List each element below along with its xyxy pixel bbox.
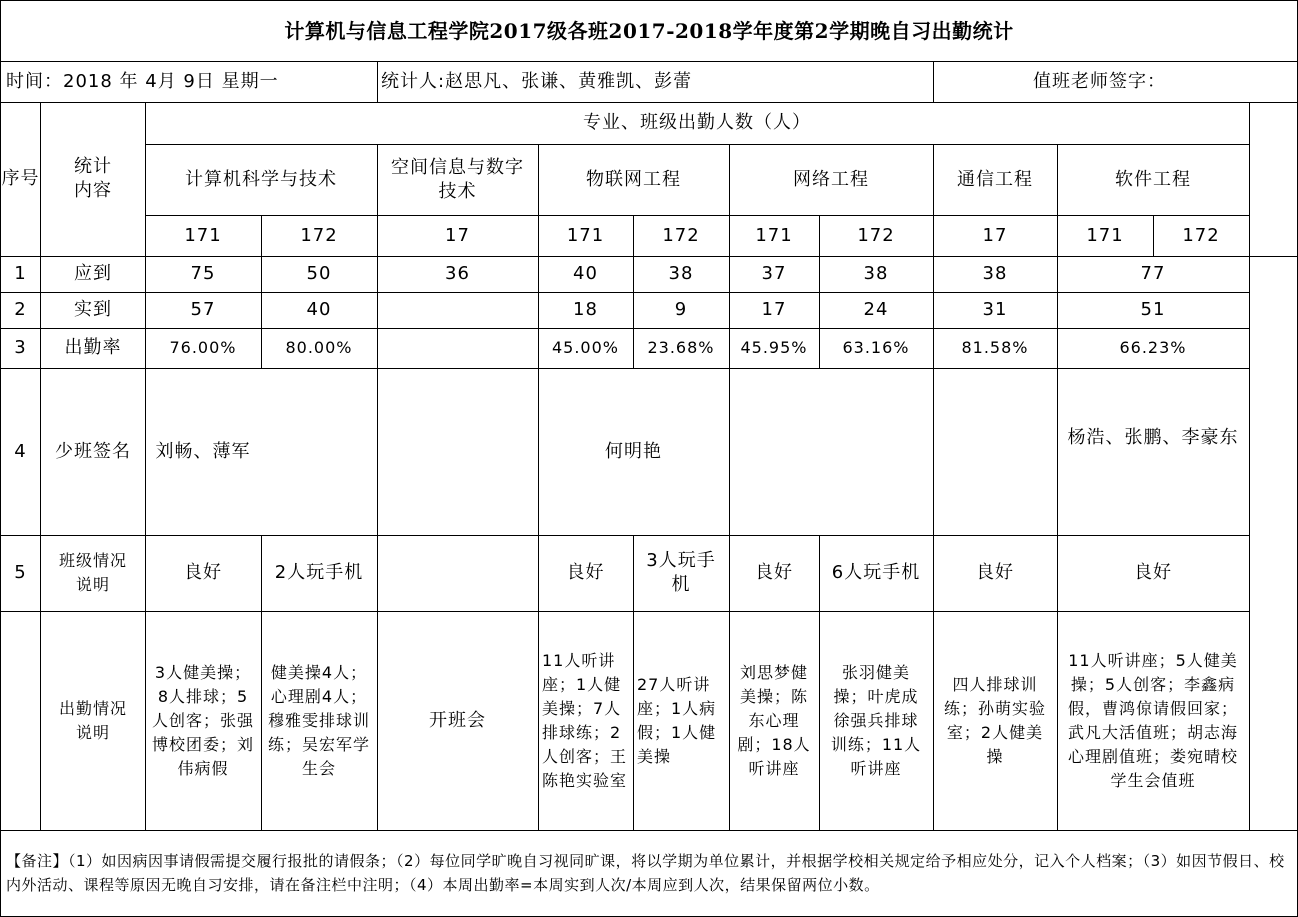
attendance-note: 刘思梦健美操；陈东心理剧；18人听讲座 xyxy=(737,662,811,778)
should-value: 40 xyxy=(573,263,598,284)
attendance-note: 11人听讲座；1人健美操；7人排球练；2人创客；王陈艳实验室 xyxy=(542,650,628,790)
header-index: 序号 xyxy=(1,168,40,189)
counters: 统计人:赵思凡、张谦、黄雅凯、彭蕾 xyxy=(381,70,693,92)
situation-value: 3人玩手机 xyxy=(646,550,716,595)
absent-iot: 何明艳 xyxy=(605,440,662,462)
row-index: 2 xyxy=(14,299,27,320)
should-value: 38 xyxy=(863,263,889,284)
situation-value: 良好 xyxy=(976,562,1014,583)
row-index: 5 xyxy=(14,562,27,583)
major-network: 网络工程 xyxy=(793,168,869,190)
actual-value: 18 xyxy=(573,299,598,320)
line xyxy=(377,61,378,102)
should-value: 37 xyxy=(761,263,787,284)
class-label: 171 xyxy=(184,224,222,246)
should-value: 38 xyxy=(668,263,694,284)
situation-value: 良好 xyxy=(1134,562,1172,583)
report-date: 时间：2018 年 4月 9日 星期一 xyxy=(6,70,279,92)
class-label: 17 xyxy=(982,224,1008,246)
major-spatial: 空间信息与数字技术 xyxy=(391,156,524,202)
major-cs: 计算机科学与技术 xyxy=(185,168,337,190)
situation-value: 良好 xyxy=(184,562,222,583)
actual-value: 40 xyxy=(306,299,332,320)
header-content: 统计 内容 xyxy=(74,156,112,201)
major-se: 软件工程 xyxy=(1115,168,1191,190)
attendance-note: 张羽健美操；叶虎成徐强兵排球训练；11人听讲座 xyxy=(830,662,922,778)
absent-se: 杨浩、张鹏、李豪东 xyxy=(1067,427,1239,448)
should-value: 36 xyxy=(445,263,470,284)
attendance-note: 四人排球训练；孙萌实验室；2人健美操 xyxy=(943,674,1046,766)
absent-cs: 刘畅、薄军 xyxy=(155,440,251,462)
situation-value xyxy=(377,535,538,611)
row-label-attendance: 出勤情况说明 xyxy=(58,698,127,742)
situation-value: 6人玩手机 xyxy=(831,562,921,583)
should-value: 77 xyxy=(1140,263,1166,284)
situation-value: 良好 xyxy=(755,562,793,583)
actual-value: 17 xyxy=(761,299,787,320)
attendance-note: 27人听讲座；1人病假；1人健美操 xyxy=(637,674,717,766)
attendance-note: 3人健美操；8人排球；5人创客；张强博校团委；刘伟病假 xyxy=(151,662,254,778)
rate-value: 63.16% xyxy=(842,338,910,357)
rate-value: 76.00% xyxy=(169,338,237,357)
page-title: 计算机与信息工程学院2017级各班2017-2018学年度第2学期晚自习出勤统计 xyxy=(284,18,1014,43)
should-value: 50 xyxy=(306,263,332,284)
situation-value: 良好 xyxy=(566,562,605,583)
major-iot: 物联网工程 xyxy=(586,168,681,190)
row-label-absent: 少班签名 xyxy=(55,440,131,462)
class-label: 17 xyxy=(445,224,470,246)
actual-value: 51 xyxy=(1140,299,1166,320)
class-label: 171 xyxy=(566,224,605,246)
situation-value: 2人玩手机 xyxy=(274,562,364,583)
attendance-note: 11人听讲座；5人健美操；5人创客；李鑫病假，曹鸿倞请假回家；武凡大活值班；胡志海心理剧值班；娄宛晴校学生会值班 xyxy=(1067,650,1238,790)
actual-value: 9 xyxy=(674,299,688,320)
rate-value: 81.58% xyxy=(961,338,1029,357)
row-index: 1 xyxy=(14,263,27,284)
row-index: 4 xyxy=(14,440,27,462)
class-label: 171 xyxy=(1086,224,1124,246)
actual-value: 31 xyxy=(982,299,1008,320)
attendance-note: 开班会 xyxy=(429,709,486,731)
row-label-rate: 出勤率 xyxy=(64,337,122,358)
remarks-note: 【备注】（1）如因病因事请假需提交履行报批的请假条；（2）每位同学旷晚自习视同旷课，将以学期为单位累计，并根据学校相关规定给予相应处分，记入个人档案；（3）如因节假日、校内外活动、课程等原因无晚自习安排，请在备注栏中注明；（4）本周出勤率=本周实到人次/本周应到人次，结果保留两位小数。 xyxy=(6,852,1285,894)
line xyxy=(1249,102,1250,830)
header-group: 专业、班级出勤人数（人） xyxy=(583,112,811,133)
actual-value xyxy=(377,292,538,328)
rate-value: 80.00% xyxy=(285,338,353,357)
rate-value: 45.00% xyxy=(551,338,619,357)
row-index: 3 xyxy=(14,337,27,358)
rate-value xyxy=(377,328,538,368)
rate-value: 23.68% xyxy=(647,338,715,357)
class-label: 172 xyxy=(1182,224,1220,246)
class-label: 172 xyxy=(662,224,700,246)
major-comm: 通信工程 xyxy=(957,168,1033,190)
class-label: 172 xyxy=(857,224,895,246)
line xyxy=(933,61,934,102)
teacher-signature: 值班老师签字： xyxy=(1033,70,1166,92)
rate-value: 45.95% xyxy=(740,338,808,357)
should-value: 75 xyxy=(190,263,216,284)
attendance-note: 健美操4人；心理剧4人；穆雅雯排球训练；吴宏军学生会 xyxy=(267,662,370,778)
actual-value: 57 xyxy=(190,299,216,320)
should-value: 38 xyxy=(982,263,1008,284)
row-label-should: 应到 xyxy=(74,263,112,284)
class-label: 172 xyxy=(300,224,338,246)
row-label-situation: 班级情况说明 xyxy=(58,551,127,594)
rate-value: 66.23% xyxy=(1119,338,1187,357)
actual-value: 24 xyxy=(863,299,889,320)
row-label-actual: 实到 xyxy=(74,299,112,320)
class-label: 171 xyxy=(755,224,793,246)
